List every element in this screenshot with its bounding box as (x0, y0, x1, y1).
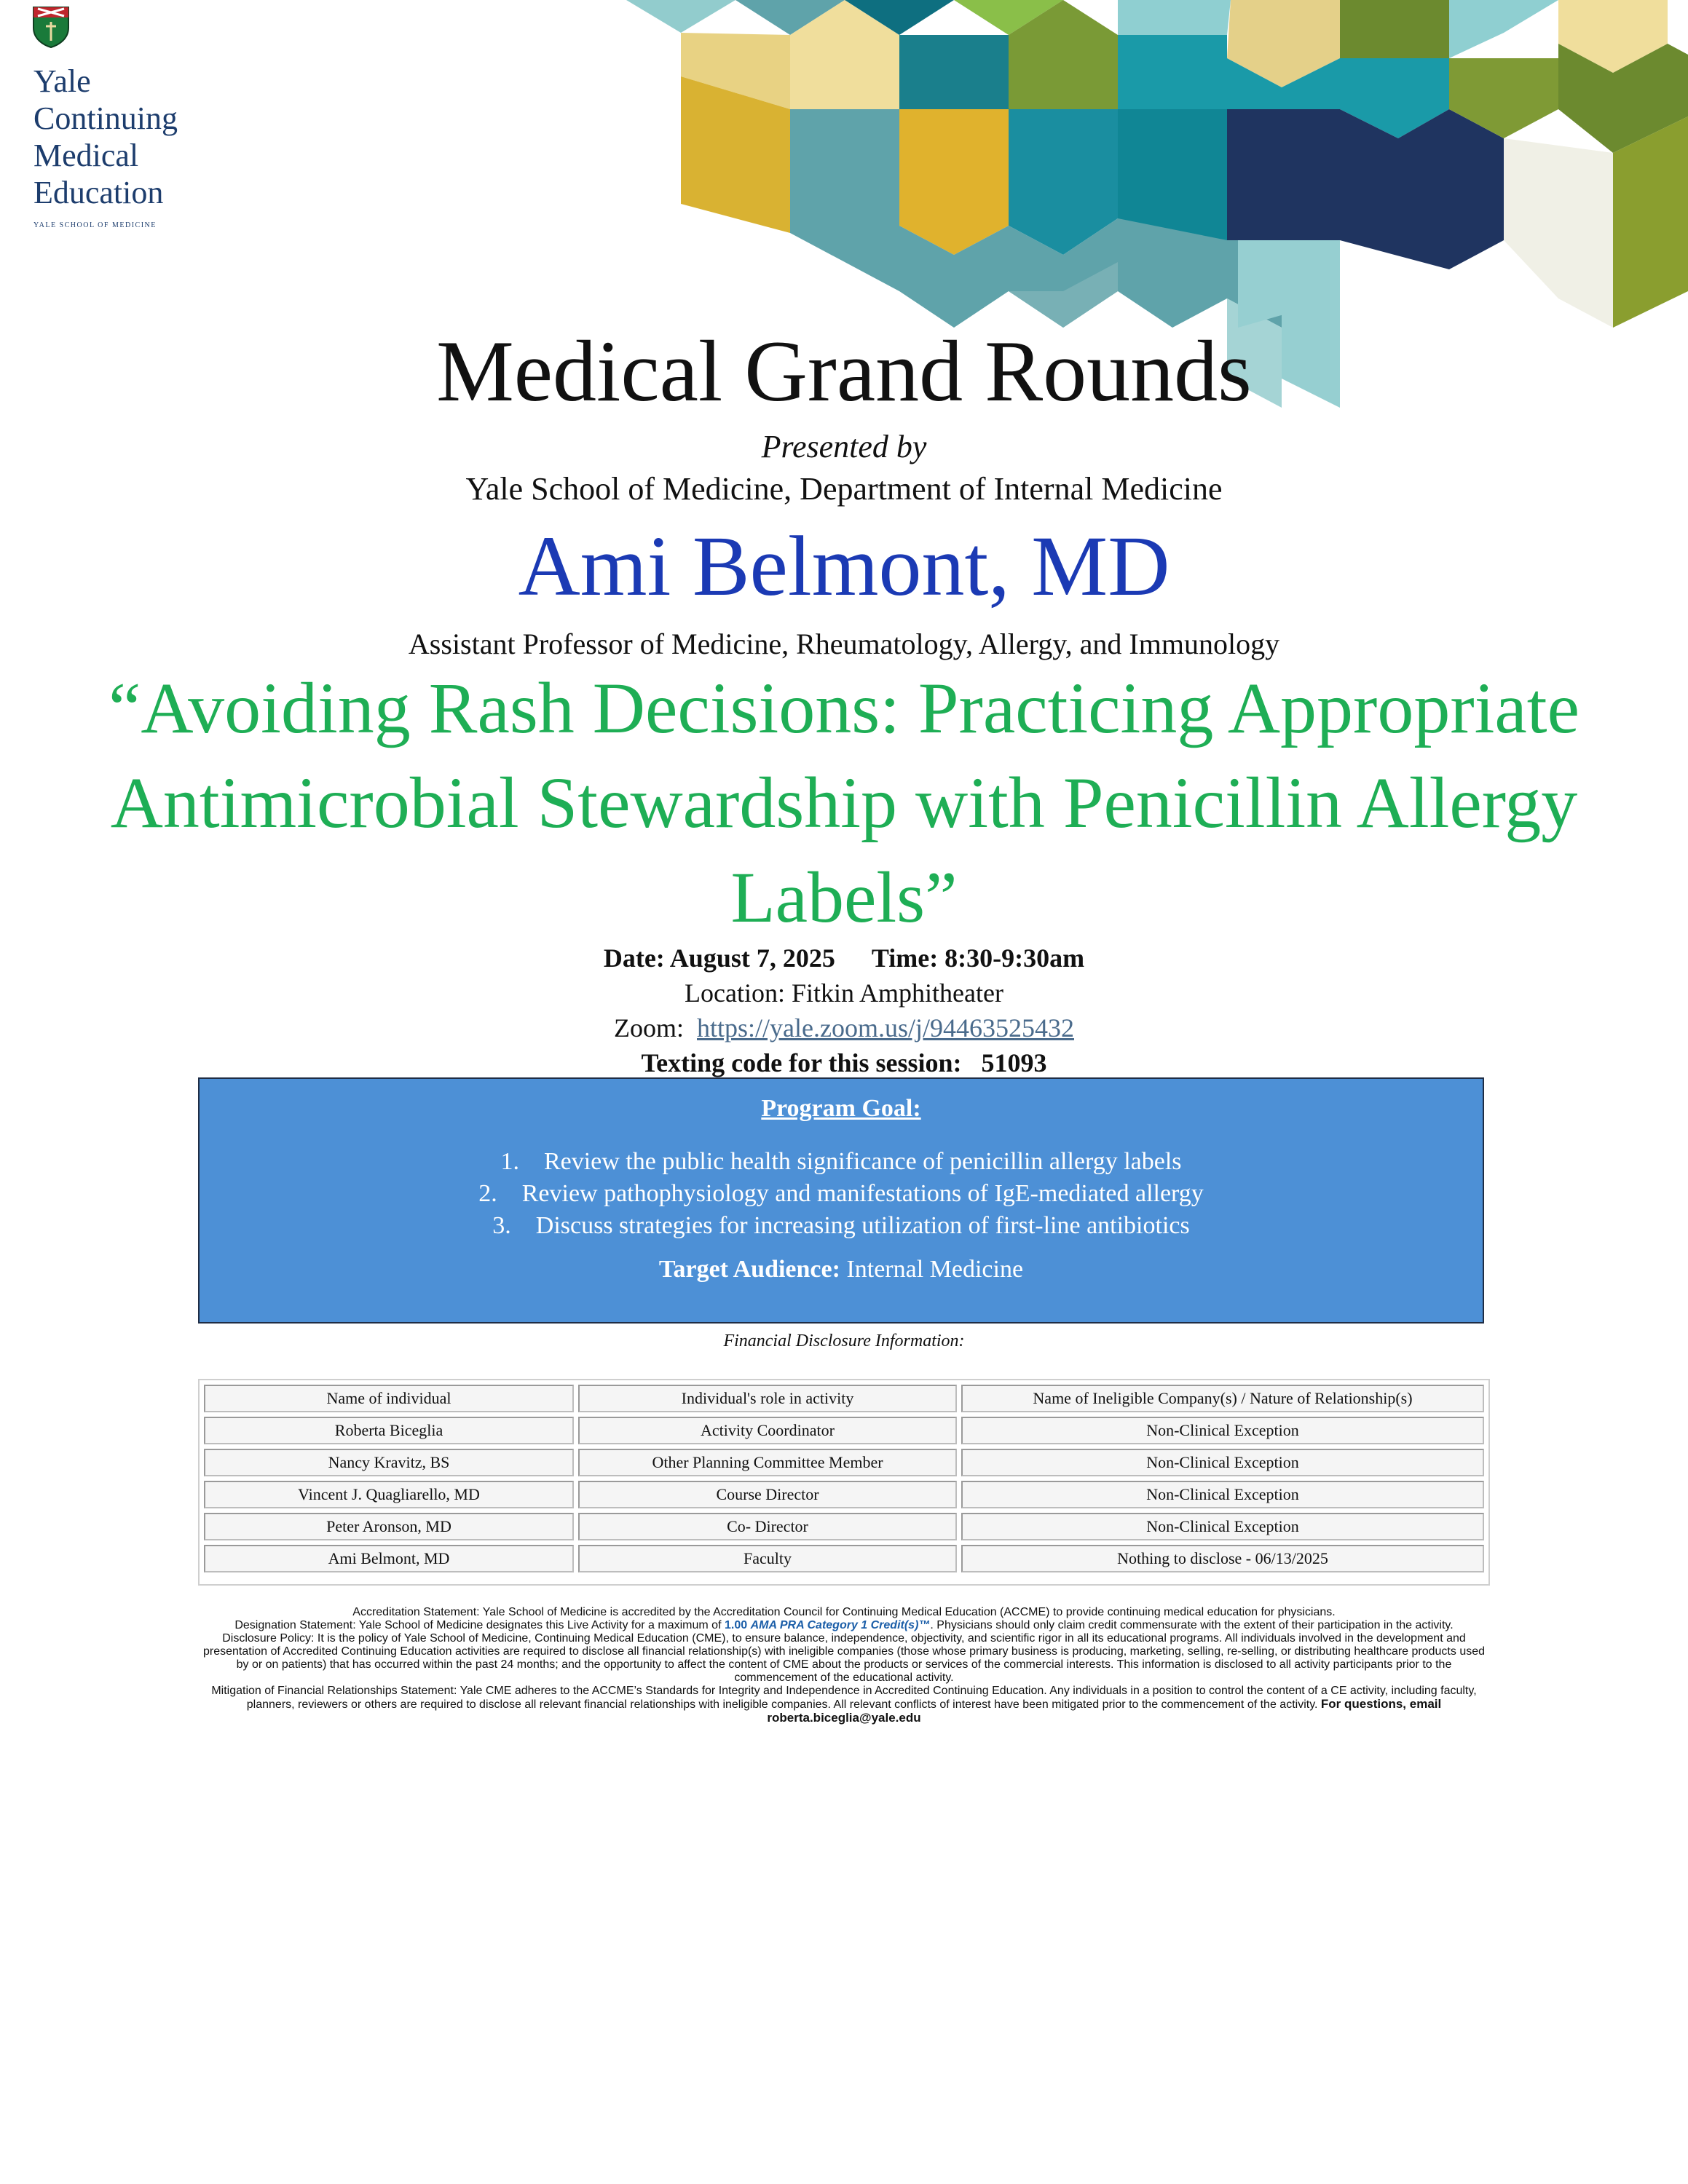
table-row (204, 1513, 1484, 1540)
accreditation-fineprint (198, 1606, 1490, 1725)
goal-text: Review pathophysiology and manifestations of IgE-mediated allergy (521, 1180, 1204, 1207)
disclosure-policy: Disclosure Policy: It is the policy of Yale School of Medicine, Continuing Medical Education (CME), to ensure balance, independence, objectivity, and scientific rigor in all its educational programs. All individuals involved in the development and presentation of Accredited Continuing Education activities are required to disclose all financial relationship(s) with ineligible companies (those whose primary business is producing, marketing, selling, re-selling, or distributing healthcare products used by or on patients) that has occurred within the past 24 months; and the opportunity to affect the content of CME about the products or services of the commercial interests. This information is disclosed to all activity participants prior to the commencement of the educational activity. (202, 1632, 1486, 1684)
event-title: Medical Grand Rounds (436, 323, 1252, 419)
zoom-link[interactable]: https://yale.zoom.us/j/94463525432 (697, 1013, 1074, 1042)
yale-shield-icon (32, 6, 70, 48)
program-goal-box (198, 1077, 1484, 1324)
speaker-title: Assistant Professor of Medicine, Rheumatology, Allergy, and Immunology (408, 628, 1280, 660)
table-row (204, 1417, 1484, 1444)
program-goal-heading: Program Goal: (761, 1095, 921, 1122)
speaker-name: Ami Belmont, MD (518, 518, 1170, 614)
goal-number: 2. (478, 1180, 497, 1207)
presented-by: Presented by (761, 429, 927, 464)
designation-text: Designation Statement: Yale School of Medicine designates this Live Activity for a maximum of (234, 1619, 722, 1631)
event-location: Location: Fitkin Amphitheater (685, 978, 1003, 1008)
column-header: Name of individual (204, 1385, 574, 1412)
accreditation-statement: Accreditation Statement: Yale School of Medicine is accredited by the Accreditation Council for Continuing Medical Education (ACCME) to provide continuing medical education for physicians. (352, 1606, 1336, 1618)
zoom-line (0, 1010, 1688, 1045)
table-cell: Faculty (578, 1545, 957, 1572)
table-header-row (204, 1385, 1484, 1412)
goal-item (200, 1210, 1483, 1242)
table-row (204, 1481, 1484, 1508)
talk-title-text: “Avoiding Rash Decisions: Practicing Appropriate Antimicrobial Stewardship with Penicillin Allergy Labels” (109, 668, 1579, 938)
date-time (0, 941, 1688, 976)
table-cell: Non-Clinical Exception (961, 1481, 1484, 1508)
mitigation-text: Mitigation of Financial Relationships Statement: Yale CME adheres to the ACCME’s Standards for Integrity and Independence in Accredited Continuing Education. Any individuals in a position to control the content of a CE activity, including faculty, planners, reviewers or others are required to disclose all relevant financial relationships with ineligible companies. All relevant conflicts of interest have been mitigated prior to the commencement of the activity. (211, 1685, 1477, 1711)
target-audience-label: Target Audience: (658, 1256, 840, 1283)
zoom-label: Zoom: (614, 1013, 684, 1042)
talk-title (0, 661, 1688, 945)
logo-subtitle: YALE SCHOOL OF MEDICINE (33, 221, 157, 229)
table-cell: Activity Coordinator (578, 1417, 957, 1444)
contact-email: For questions, email roberta.biceglia@yale.edu (767, 1697, 1442, 1725)
goal-number: 3. (492, 1212, 511, 1239)
credit-amount: 1.00 (724, 1619, 748, 1631)
table-cell: Vincent J. Quagliarello, MD (204, 1481, 574, 1508)
goal-item (200, 1178, 1483, 1210)
mitigation-statement (198, 1685, 1490, 1725)
disclosure-table (198, 1379, 1490, 1586)
table-cell: Other Planning Committee Member (578, 1449, 957, 1476)
texting-code: 51093 (981, 1048, 1047, 1077)
table-cell: Nancy Kravitz, BS (204, 1449, 574, 1476)
texting-label: Texting code for this session: (641, 1048, 962, 1077)
goal-text: Review the public health significance of penicillin allergy labels (543, 1148, 1182, 1175)
logo-line-education: Education (33, 175, 164, 210)
table-cell: Nothing to disclose - 06/13/2025 (961, 1545, 1484, 1572)
table-cell: Co- Director (578, 1513, 957, 1540)
table-cell: Non-Clinical Exception (961, 1449, 1484, 1476)
goal-item (200, 1146, 1483, 1178)
designation-text-end: . Physicians should only claim credit commensurate with the extent of their participation in the activity. (930, 1619, 1454, 1631)
goal-text: Discuss strategies for increasing utilization of first-line antibiotics (535, 1212, 1190, 1239)
logo-line-medical: Medical (33, 138, 139, 173)
table-cell: Ami Belmont, MD (204, 1545, 574, 1572)
yale-cme-logo (32, 6, 207, 239)
table-cell: Non-Clinical Exception (961, 1513, 1484, 1540)
table-cell: Non-Clinical Exception (961, 1417, 1484, 1444)
table-cell: Peter Aronson, MD (204, 1513, 574, 1540)
logo-line-yale: Yale (33, 63, 91, 99)
column-header: Individual's role in activity (578, 1385, 957, 1412)
designation-statement (198, 1619, 1490, 1632)
logo-line-continuing: Continuing (33, 100, 178, 136)
table-cell: Roberta Biceglia (204, 1417, 574, 1444)
logo-wordmark (33, 63, 223, 211)
table-cell: Course Director (578, 1481, 957, 1508)
column-header: Name of Ineligible Company(s) / Nature of Relationship(s) (961, 1385, 1484, 1412)
goal-number: 1. (500, 1148, 519, 1175)
table-row (204, 1449, 1484, 1476)
disclosure-heading: Financial Disclosure Information: (723, 1332, 965, 1350)
event-date: Date: August 7, 2025 (603, 943, 835, 973)
texting-code-line (0, 1045, 1688, 1080)
department: Yale School of Medicine, Department of Internal Medicine (465, 471, 1223, 507)
target-audience-value: Internal Medicine (846, 1256, 1024, 1283)
credit-type: AMA PRA Category 1 Credit(s)™ (750, 1619, 931, 1631)
event-time: Time: 8:30-9:30am (871, 943, 1085, 973)
target-audience (200, 1254, 1483, 1286)
table-row (204, 1545, 1484, 1572)
